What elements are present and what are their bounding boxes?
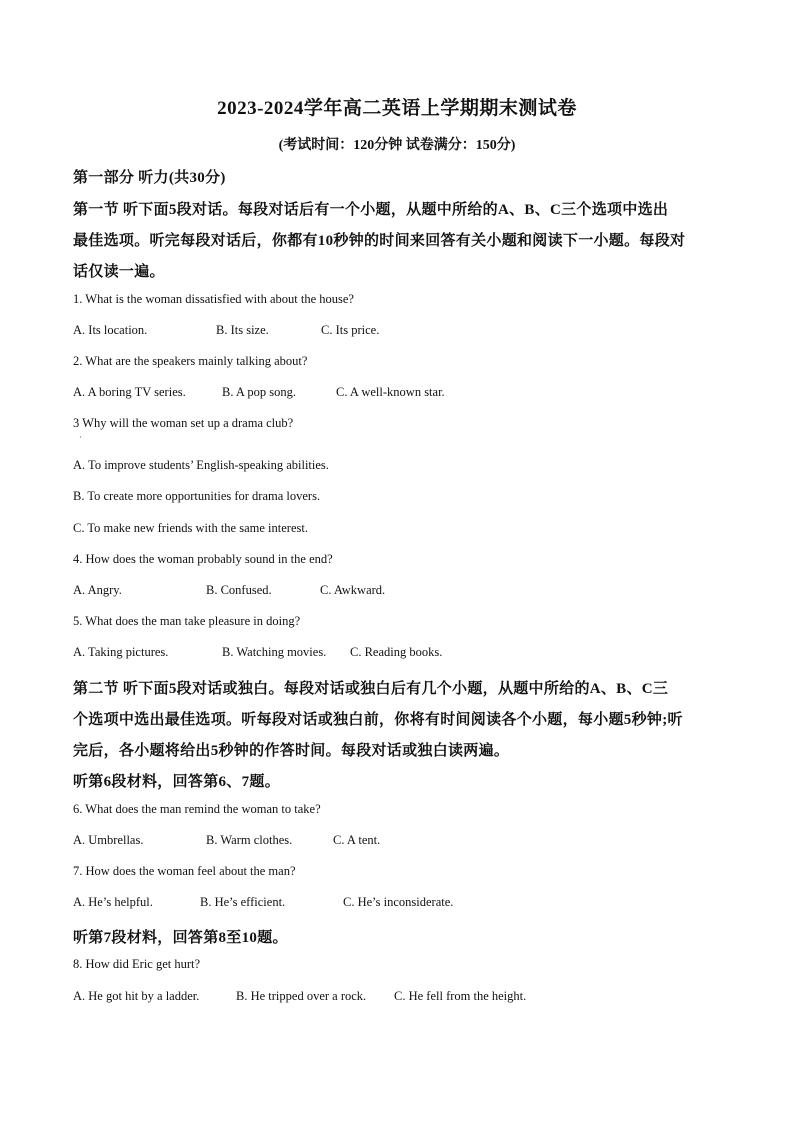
option-c: C. Its price. xyxy=(321,323,380,337)
option-a: A. Taking pictures. xyxy=(73,645,169,659)
section2-instructions-line: 完后，各小题将给出5秒钟的作答时间。每段对话或独白读两遍。 xyxy=(73,743,510,759)
option-c: C. To make new friends with the same interest. xyxy=(73,521,308,535)
question-stem: 7. How does the woman feel about the man? xyxy=(73,864,296,878)
option-b: B. To create more opportunities for drama lovers. xyxy=(73,489,321,503)
option-a: A. A boring TV series. xyxy=(73,385,186,399)
option-b: B. Warm clothes. xyxy=(206,833,293,847)
option-b: B. Watching movies. xyxy=(222,645,327,659)
option-c: C. Reading books. xyxy=(350,645,443,659)
option-b: B. A pop song. xyxy=(222,385,296,399)
section1-instructions-line: 最佳选项。听完每段对话后，你都有10秒钟的时间来回答有关小题和阅读下一小题。每段对 xyxy=(73,233,686,249)
question-stem: 2. What are the speakers mainly talking about? xyxy=(73,354,308,368)
question-stem: 1. What is the woman dissatisfied with about the house? xyxy=(73,292,354,306)
option-a: A. He’s helpful. xyxy=(73,895,153,909)
question-stem: 4. How does the woman probably sound in the end? xyxy=(73,552,333,566)
option-b: B. Its size. xyxy=(216,323,269,337)
option-c: C. He fell from the height. xyxy=(394,989,527,1003)
option-c: C. Awkward. xyxy=(320,583,386,597)
question-stem: 6. What does the man remind the woman to take? xyxy=(73,802,321,816)
option-b: B. Confused. xyxy=(206,583,272,597)
material-heading: 听第7段材料，回答第8至10题。 xyxy=(73,930,288,946)
section2-instructions-line: 个选项中选出最佳选项。听每段对话或独白前，你将有时间阅读各个小题，每小题5秒钟;听 xyxy=(73,712,683,728)
option-a: A. To improve students’ English-speaking abilities. xyxy=(73,458,329,472)
option-c: C. A well-known star. xyxy=(336,385,445,399)
option-a: A. Its location. xyxy=(73,323,148,337)
option-a: A. Angry. xyxy=(73,583,122,597)
option-b: B. He’s efficient. xyxy=(200,895,286,909)
section1-instructions-line: 第一节 听下面5段对话。每段对话后有一个小题，从题中所给的A、B、C三个选项中选出 xyxy=(73,202,669,218)
part1-heading: 第一部分 听力(共30分) xyxy=(73,170,226,186)
page-title: 2023-2024学年高二英语上学期期末测试卷 xyxy=(217,98,577,119)
section1-instructions-line: 话仅读一遍。 xyxy=(73,264,165,280)
option-c: C. A tent. xyxy=(333,833,381,847)
question-stem: 8. How did Eric get hurt? xyxy=(73,957,201,971)
option-c: C. He’s inconsiderate. xyxy=(343,895,454,909)
option-a: A. Umbrellas. xyxy=(73,833,144,847)
option-b: B. He tripped over a rock. xyxy=(236,989,367,1003)
material-heading: 听第6段材料，回答第6、7题。 xyxy=(73,774,281,790)
section2-instructions-line: 第二节 听下面5段对话或独白。每段对话或独白后有几个小题，从题中所给的A、B、C三 xyxy=(73,681,669,697)
exam-info: (考试时间：120分钟 试卷满分：150分) xyxy=(278,138,516,153)
question-stem: 5. What does the man take pleasure in doing? xyxy=(73,614,301,628)
option-a: A. He got hit by a ladder. xyxy=(73,989,200,1003)
question-stem: 3 Why will the woman set up a drama club? xyxy=(73,416,294,430)
stray-dot: · xyxy=(79,433,82,442)
